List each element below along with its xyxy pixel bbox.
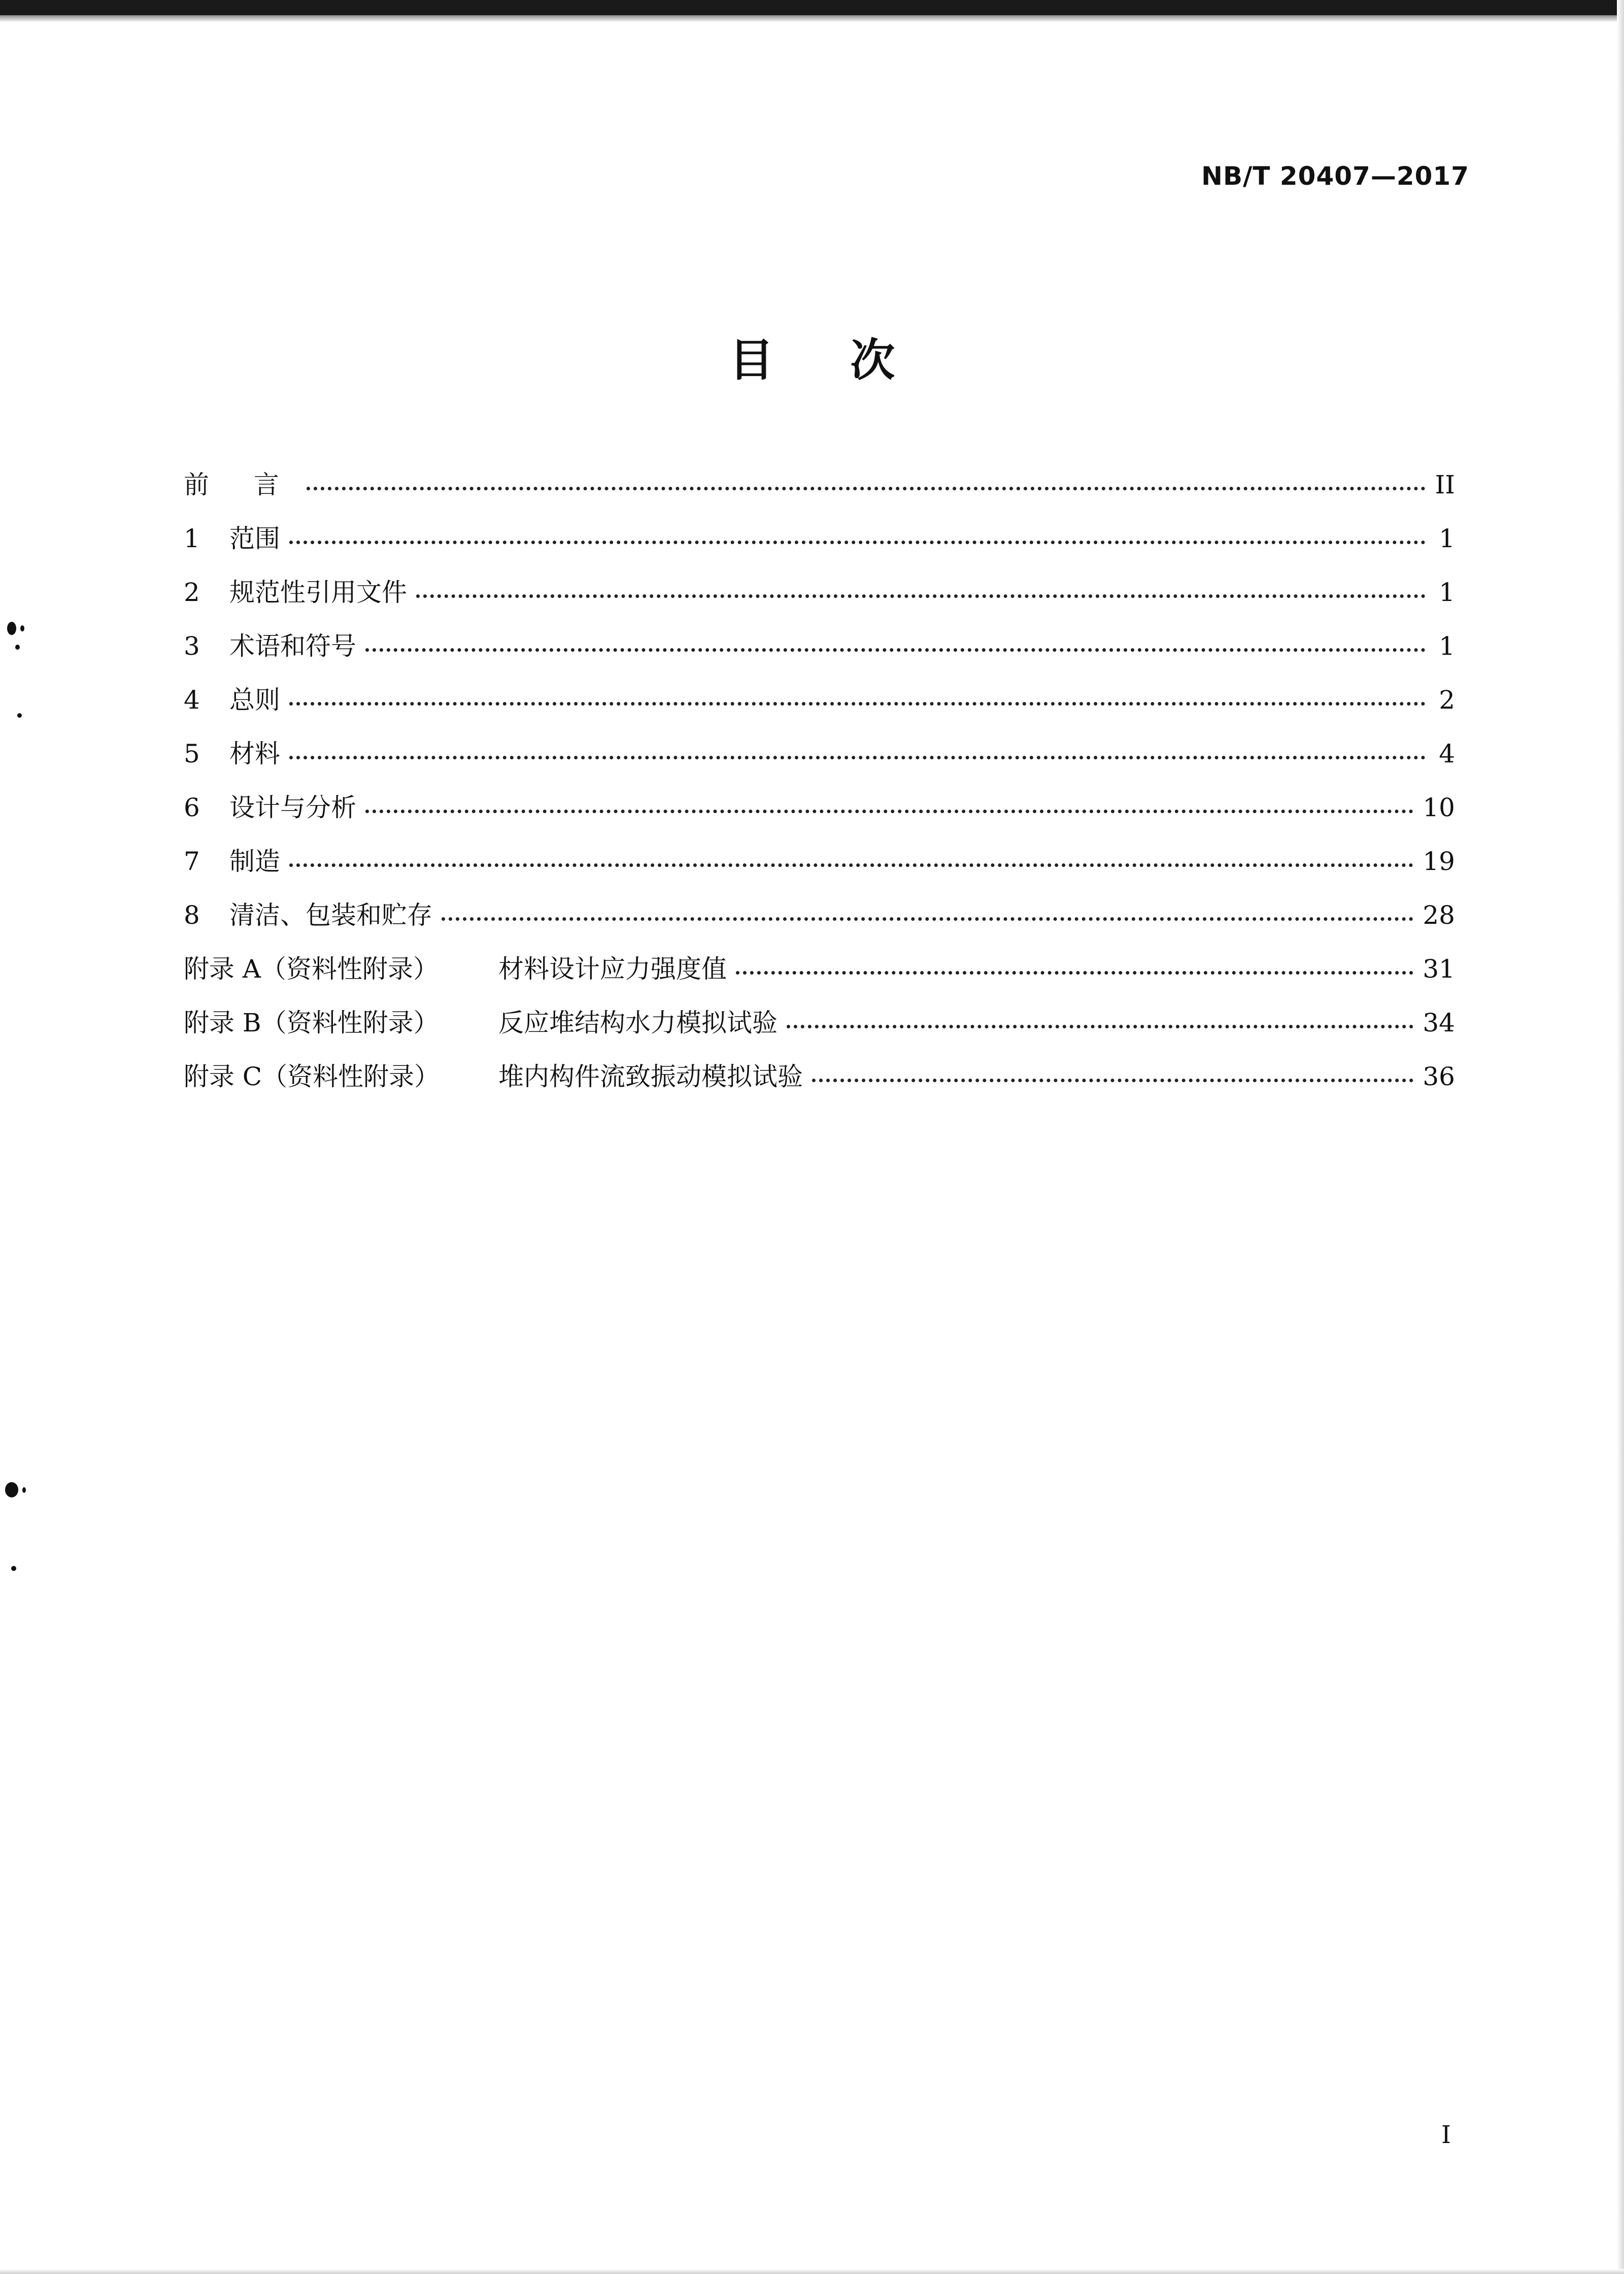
appendix-heading: 附录 C（资料性附录） (184, 1062, 440, 1091)
binding-hole-speck (22, 1487, 26, 1493)
toc-entry-page: 2 (1439, 685, 1455, 715)
page-number: I (1441, 2121, 1451, 2149)
binding-hole-speck (15, 645, 20, 650)
toc-entry-terms-symbols[interactable] (184, 626, 1455, 680)
dot-leader (289, 541, 1426, 544)
toc-entry-number: 8 (184, 900, 200, 930)
toc-entry-page: 28 (1423, 900, 1455, 930)
dot-leader (736, 971, 1413, 975)
dot-leader (365, 810, 1413, 813)
toc-entry-label: 范围 (229, 524, 280, 553)
toc-entry-label: 反应堆结构水力模拟试验 (498, 1008, 777, 1038)
binding-hole-speck (5, 1482, 18, 1497)
toc-entry-cleaning-packaging[interactable] (184, 895, 1455, 949)
dot-leader (812, 1079, 1413, 1082)
scan-top-border (0, 0, 1624, 15)
page-title: 目 次 (729, 334, 926, 386)
toc-entry-page: 36 (1423, 1062, 1455, 1091)
toc-entry-page: 10 (1423, 793, 1455, 822)
toc-entry-number: 6 (184, 793, 200, 822)
dot-leader (787, 1025, 1413, 1028)
toc-entry-number: 1 (184, 524, 200, 553)
toc-entry-label: 制造 (229, 847, 280, 876)
toc-entry-page: 1 (1439, 631, 1455, 661)
toc-entry-label: 总则 (229, 685, 280, 715)
toc-entry-label: 清洁、包装和贮存 (229, 900, 432, 930)
appendix-heading: 附录 A（资料性附录） (184, 954, 439, 984)
toc-entry-normative-references[interactable] (184, 572, 1455, 626)
toc-entry-label: 术语和符号 (229, 631, 356, 661)
toc-entry-page: 19 (1423, 847, 1455, 876)
binding-hole-speck (11, 1566, 16, 1571)
binding-hole-speck (20, 625, 24, 631)
dot-leader (307, 487, 1426, 490)
toc-entry-label: 材料 (229, 739, 280, 768)
toc-entry-number: 3 (184, 631, 200, 661)
toc-entry-label: 设计与分析 (229, 793, 356, 822)
toc-entry-materials[interactable] (184, 733, 1455, 787)
toc-entry-number: 5 (184, 739, 200, 768)
toc-entry-number: 7 (184, 847, 200, 876)
toc-entry-general[interactable] (184, 680, 1455, 733)
toc-entry-page: 1 (1439, 578, 1455, 607)
binding-hole-speck (17, 713, 22, 718)
toc-entry-label: 前 言 (184, 470, 297, 499)
scan-bottom-edge (0, 2269, 1624, 2274)
toc-entry-label: 规范性引用文件 (229, 578, 407, 607)
toc-entry-page: 4 (1439, 739, 1455, 768)
toc-entry-foreword[interactable] (184, 464, 1455, 518)
toc-entry-appendix-b[interactable] (184, 1002, 1455, 1056)
dot-leader (442, 917, 1413, 921)
toc-entry-label: 材料设计应力强度值 (498, 954, 727, 984)
scan-top-shadow (0, 15, 1624, 22)
toc-entry-page: II (1435, 470, 1455, 499)
binding-hole-speck (7, 622, 16, 635)
toc-entry-number: 4 (184, 685, 200, 715)
toc-entry-page: 31 (1423, 954, 1455, 984)
dot-leader (416, 594, 1426, 598)
toc-entry-page: 34 (1423, 1008, 1455, 1038)
appendix-heading: 附录 B（资料性附录） (184, 1008, 439, 1038)
toc-entry-appendix-c[interactable] (184, 1056, 1455, 1110)
toc-entry-design-analysis[interactable] (184, 787, 1455, 841)
toc-entry-scope[interactable] (184, 518, 1455, 572)
dot-leader (365, 648, 1426, 652)
toc-entry-fabrication[interactable] (184, 841, 1455, 895)
toc-entry-label: 堆内构件流致振动模拟试验 (498, 1062, 803, 1091)
dot-leader (289, 863, 1413, 867)
toc-entry-appendix-a[interactable] (184, 949, 1455, 1002)
dot-leader (289, 702, 1426, 706)
table-of-contents (184, 464, 1455, 1110)
standard-code: NB/T 20407—2017 (1201, 161, 1469, 191)
toc-entry-page: 1 (1439, 524, 1455, 553)
dot-leader (289, 756, 1426, 759)
toc-entry-number: 2 (184, 578, 200, 607)
